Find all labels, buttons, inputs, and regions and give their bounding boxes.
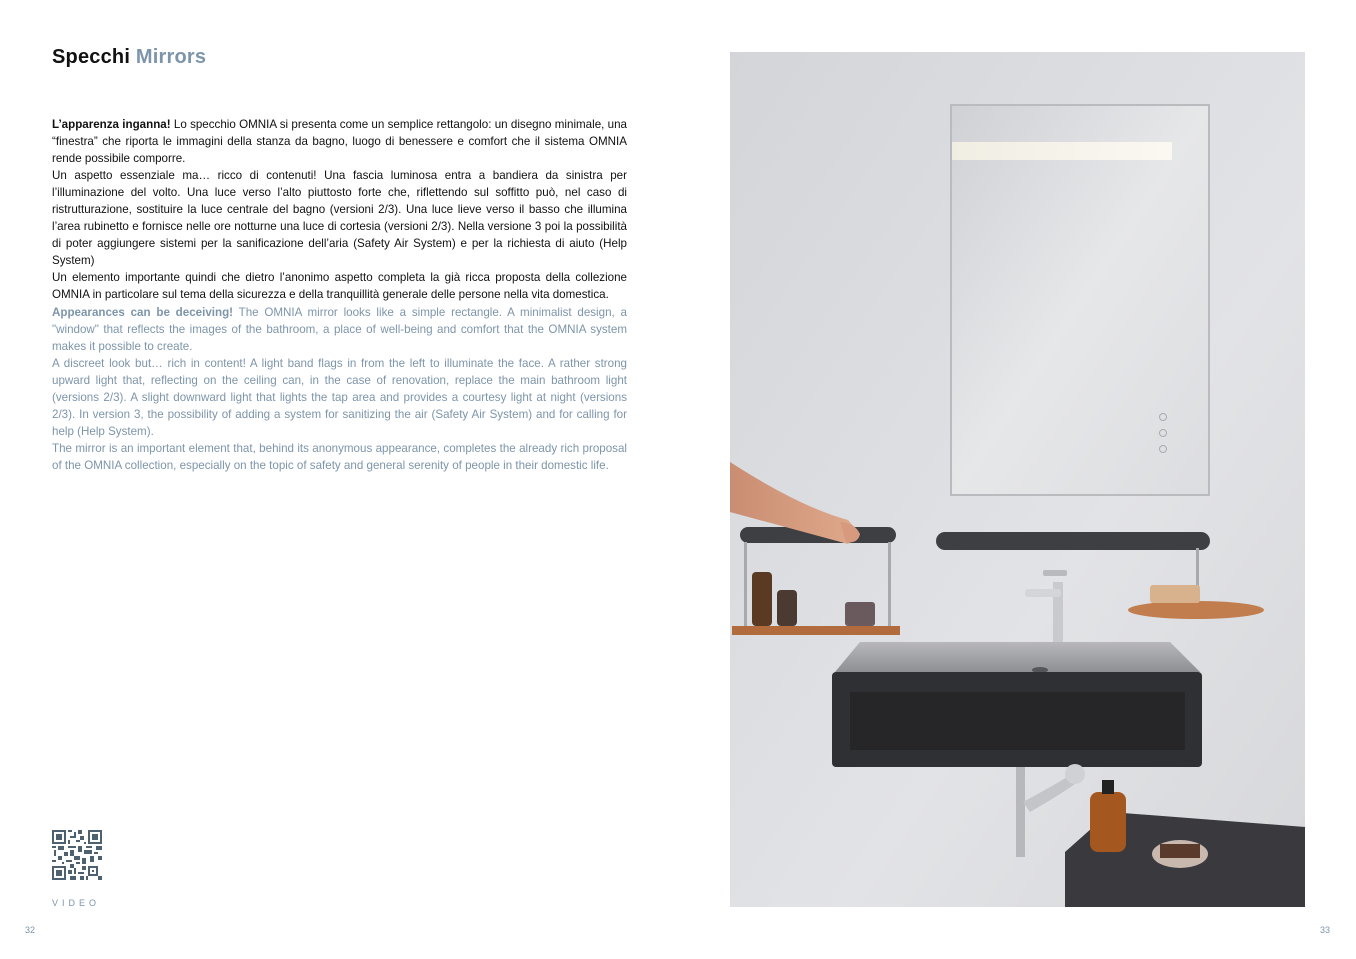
video-qr-code[interactable] bbox=[52, 830, 102, 880]
mirror-product-photo bbox=[730, 52, 1305, 907]
italian-p1-text: Lo specchio OMNIA si presenta come un semplice rettangolo: un disegno minimale, una “finestra” che riporta le immagini della stanza da bagno, luogo di benessere e comfort che il sistema OMNIA rende possibile comporre. bbox=[52, 118, 627, 165]
page-number-right: 33 bbox=[1320, 925, 1331, 935]
page-number-left: 32 bbox=[25, 925, 36, 935]
italian-description bbox=[52, 116, 627, 303]
page-title bbox=[52, 46, 206, 69]
italian-paragraph-1 bbox=[52, 116, 627, 167]
english-description bbox=[52, 304, 627, 474]
english-paragraph-3: The mirror is an important element that, behind its anonymous appearance, completes the already rich proposal of the OMNIA collection, especially on the topic of safety and general serenity of people in their domestic life. bbox=[52, 442, 627, 472]
title-english: Mirrors bbox=[135, 46, 207, 68]
title-italian: Specchi bbox=[52, 46, 131, 68]
video-label: VIDEO bbox=[52, 898, 101, 908]
english-p1-text: The OMNIA mirror looks like a simple rectangle. A minimalist design, a "window" that reflects the images of the bathroom, a place of well-being and comfort that the OMNIA system makes it possible to create. bbox=[52, 306, 627, 353]
english-lead: Appearances can be deceiving! bbox=[52, 306, 234, 319]
italian-lead: L’apparenza inganna! bbox=[52, 118, 171, 131]
english-paragraph-2: A discreet look but… rich in content! A light band flags in from the left to illuminate the face. A rather strong upward light that, reflecting on the ceiling can, in the case of renovation, replace the main bathroom light (versions 2/3). A slight downward light that lights the tap area and provides a courtesy light at night (versions 2/3). In version 3, the possibility of adding a system for sanitizing the air (Safety Air System) and for calling for help (Help System). bbox=[52, 357, 627, 438]
italian-paragraph-2: Un aspetto essenziale ma… ricco di contenuti! Una fascia luminosa entra a bandiera da sinistra per l’illuminazione del volto. Una luce verso l’alto piuttosto forte che, riflettendo sul soffitto può, nel caso di ristrutturazione, sostituire la luce centrale del bagno (versioni 2/3). Una luce lieve verso il basso che illumina l’area rubinetto e fornisce nelle ore notturne una luce di cortesia (versioni 2/3). Nella versione 3 poi la possibilità di poter aggiungere sistemi per la sanificazione dell’aria (Safety Air System) e per la richiesta di aiuto (Help System) bbox=[52, 169, 627, 267]
english-paragraph-1 bbox=[52, 304, 627, 355]
italian-paragraph-3: Un elemento importante quindi che dietro l’anonimo aspetto completa la già ricca proposta della collezione OMNIA in particolare sul tema della sicurezza e della tranquillità generale delle persone nella vita domestica. bbox=[52, 271, 627, 301]
